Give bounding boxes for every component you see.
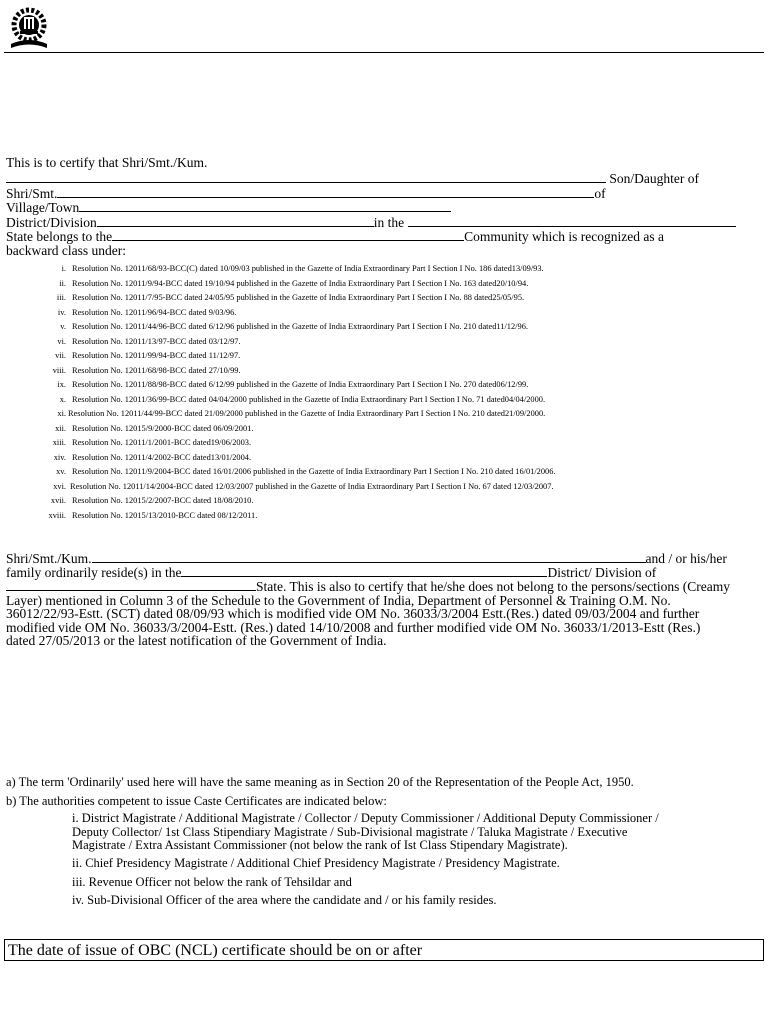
state-name-blank xyxy=(6,578,256,591)
list-item: xvii. Resolution No. 12015/2/2007-BCC dated 18/08/2010. xyxy=(50,496,254,505)
creamy-layer-text-3: 36012/22/93-Estt. (SCT) dated 08/09/93 which is modified vide OM No. 36033/3/2004 Estt.(Res.) dated 09/03/2004 and further xyxy=(6,606,700,621)
village-line xyxy=(6,199,451,215)
shri-smt-kum-label: Shri/Smt./Kum. xyxy=(6,551,92,566)
state-blank xyxy=(408,214,736,227)
district-division-label: District/Division xyxy=(6,215,97,230)
and-or-his-her-label: and / or his/her xyxy=(645,551,727,566)
list-item: xiv. Resolution No. 12011/4/2002-BCC dated13/01/2004. xyxy=(53,452,252,462)
note-b: b) The authorities competent to issue Caste Certificates are indicated below: xyxy=(6,794,387,808)
list-item: xiii. Resolution No. 12011/1/2001-BCC dated19/06/2003. xyxy=(52,438,252,447)
list-item: ix. Resolution No. 12011/88/98-BCC dated 6/12/99 published in the Gazette of India Extraordinary Part I Section I No. 270 dated06/12/99. xyxy=(57,380,529,389)
list-item: viii. Resolution No. 12011/68/98-BCC dated 27/10/99. xyxy=(52,365,241,375)
state-belongs-label: State belongs to the xyxy=(6,229,113,244)
authority-iv: iv. Sub-Divisional Officer of the area where the candidate and / or his family resides. xyxy=(72,893,497,907)
issue-date-notice-text: The date of issue of OBC (NCL) certificate should be on or after xyxy=(8,942,423,959)
candidate-name-blank xyxy=(92,550,646,563)
list-item: vi. Resolution No. 12011/13/97-BCC dated 03/12/97. xyxy=(57,336,241,346)
certify-line xyxy=(6,155,207,170)
community-label: Community which is recognized as a xyxy=(464,229,664,244)
parent-name-blank xyxy=(57,185,594,198)
district-blank xyxy=(97,214,374,227)
note-a: a) The term 'Ordinarily' used here will have the same meaning as in Section 20 of the Representation of the People Act, 1950. xyxy=(6,775,634,789)
village-blank xyxy=(79,199,451,212)
son-daughter-of-label: Son/Daughter of xyxy=(609,171,699,186)
issue-date-notice-box xyxy=(4,939,764,961)
creamy-layer-text-4: modified vide OM No. 36033/3/2004-Estt. (Res.) dated 14/10/2008 and further modified vide OM No. 36033/1/2013-Estt (Res.) xyxy=(6,619,701,635)
list-item: vii. Resolution No. 12011/99/94-BCC dated 11/12/97. xyxy=(55,351,241,360)
list-item: iii. Resolution No. 12011/7/95-BCC dated 24/05/95 published in the Gazette of India Extraordinary Part I Section I No. 88 dated25/05/95. xyxy=(56,293,525,302)
list-item: xi. Resolution No. 12011/44/99-BCC dated 21/09/2000 published in the Gazette of India Extraordinary Part I Section I No. 210 dated21/09/2000. xyxy=(57,409,546,418)
backward-class-line xyxy=(6,243,126,258)
state-line xyxy=(6,228,664,244)
list-item: x. Resolution No. 12011/36/99-BCC dated 04/04/2000 published in the Gazette of India Extraordinary Part I Section I No. 71 dated04/04/2000. xyxy=(59,394,546,404)
village-town-label: Village/Town xyxy=(6,200,80,215)
in-the-label: in the xyxy=(373,215,405,230)
shri-smt-label: Shri/Smt. xyxy=(6,186,58,201)
list-item: iv. Resolution No. 12011/96/94-BCC dated 9/03/96. xyxy=(57,307,237,317)
authority-i-line-3: Magistrate / Extra Assistant Commissioner (not below the rank of Ist Class Stipendary Magistrate). xyxy=(72,838,568,852)
authority-ii: ii. Chief Presidency Magistrate / Additional Chief Presidency Magistrate / Presidency Magistrate. xyxy=(72,856,560,870)
list-item: v. Resolution No. 12011/44/96-BCC dated 6/12/96 published in the Gazette of India Extraordinary Part I Section I No. 210 dated11/12/96. xyxy=(60,322,528,331)
list-item: xviii. Resolution No. 12015/13/2010-BCC dated 08/12/2011. xyxy=(48,510,258,520)
list-item: i. Resolution No. 12011/68/93-BCC(C) dated 10/09/03 published in the Gazette of India Extraordinary Part I Section I No. 186 dated13/09/93. xyxy=(61,264,544,273)
authority-i-line-2: Deputy Collector/ 1st Class Stipendiary Magistrate / Sub-Divisional magistrate / Taluka Magistrate / Executive xyxy=(72,824,628,839)
creamy-layer-paragraph xyxy=(6,578,762,648)
certify-text: This is to certify that Shri/Smt./Kum. xyxy=(6,155,208,170)
list-item: xii. Resolution No. 12015/9/2000-BCC dated 06/09/2001. xyxy=(55,423,254,433)
list-item: ii. Resolution No. 12011/9/94-BCC dated 19/10/94 published in the Gazette of India Extraordinary Part I Section I No. 163 dated20/10/94. xyxy=(59,278,529,288)
authority-iii: iii. Revenue Officer not below the rank of Tehsildar and xyxy=(72,875,352,889)
name-blank xyxy=(6,170,606,183)
list-item: xvi. Resolution No. 12011/14/2004-BCC dated 12/03/2007 published in the Gazette of India Extraordinary Part I Section I No. 67 dated 12/03/2007. xyxy=(53,481,554,491)
creamy-layer-text-5: dated 27/05/2013 or the latest notification of the Government of India. xyxy=(6,633,387,648)
creamy-layer-text-2: Layer) mentioned in Column 3 of the Schedule to the Government of India, Department of Personnel & Training O.M. No. xyxy=(6,592,671,608)
authority-i xyxy=(72,812,659,853)
district-division-of-label: District/ Division of xyxy=(547,565,657,580)
resolution-list xyxy=(0,262,768,523)
residence-blank xyxy=(181,564,547,577)
header-rule xyxy=(4,52,764,53)
of-label: of xyxy=(594,186,606,201)
institute-logo xyxy=(6,4,52,50)
backward-class-label: backward class under: xyxy=(6,243,126,258)
community-blank xyxy=(112,228,464,241)
family-reside-label: family ordinarily reside(s) in the xyxy=(6,565,182,580)
authority-i-line-1: i. District Magistrate / Additional Magistrate / Collector / Deputy Commissioner / Additional Deputy Commissioner / xyxy=(72,811,659,825)
list-item: xv. Resolution No. 12011/9/2004-BCC dated 16/01/2006 published in the Gazette of India Extraordinary Part I Section I No. 210 dated 16/01/2006. xyxy=(56,467,556,476)
creamy-layer-text-1: State. This is also to certify that he/she does not belong to the persons/sections (Creamy xyxy=(256,579,731,594)
name-line xyxy=(6,170,699,186)
